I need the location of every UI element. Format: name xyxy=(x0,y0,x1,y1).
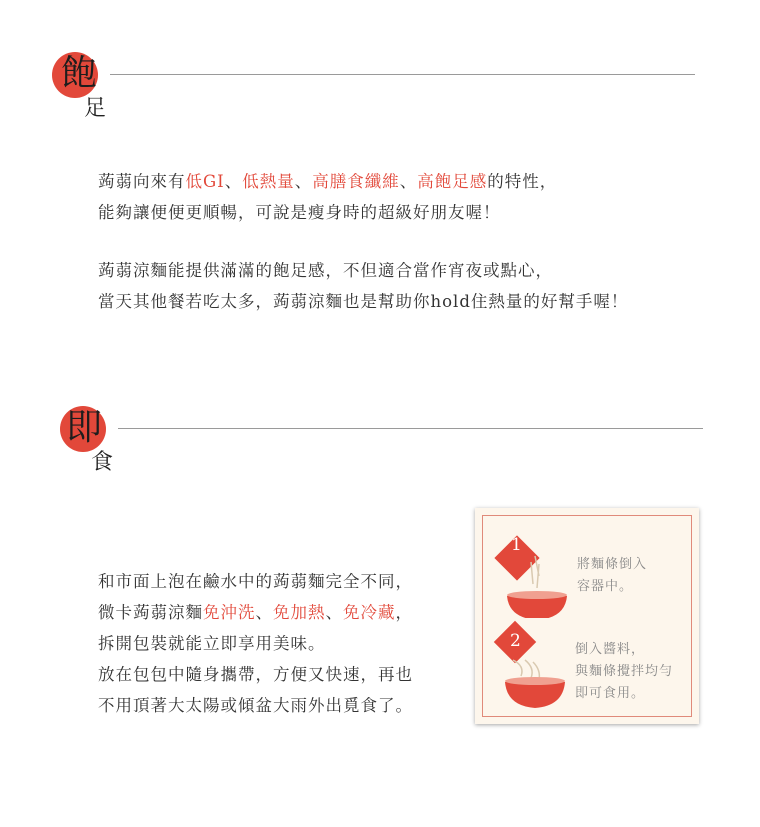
step-1-text xyxy=(577,554,647,598)
instruction-card xyxy=(475,508,699,724)
step-text-line: 容器中。 xyxy=(577,579,634,594)
mix-sauce-icon xyxy=(485,620,575,720)
highlight-text: 高飽足感 xyxy=(417,172,488,191)
highlight-text: 免沖洗 xyxy=(203,603,256,622)
paragraph-line: 能夠讓便便更順暢，可說是瘦身時的超級好朋友喔！ xyxy=(98,203,501,222)
section-divider xyxy=(118,428,703,429)
text-run: ， xyxy=(395,603,413,622)
text-run: 、 xyxy=(294,172,313,191)
text-run: 、 xyxy=(255,603,273,622)
text-run: 的特性， xyxy=(487,172,558,191)
paragraph-line: 蒟蒻涼麵能提供滿滿的飽足感，不但適合當作宵夜或點心， xyxy=(98,261,553,280)
highlight-text: 低熱量 xyxy=(242,172,295,191)
paragraph-line: 當天其他餐若吃太多，蒟蒻涼麵也是幫助你hold住熱量的好幫手喔！ xyxy=(98,292,629,311)
step-text-line: 將麵條倒入 xyxy=(577,557,648,572)
paragraph-line: 不用頂著大太陽或傾盆大雨外出覓食了。 xyxy=(98,696,413,715)
step-number: 1 xyxy=(511,535,522,555)
section-subtitle-char: 食 xyxy=(91,450,114,475)
text-run: 、 xyxy=(399,172,418,191)
text-run: 、 xyxy=(224,172,243,191)
paragraph-line: 拆開包裝就能立即享用美味。 xyxy=(98,634,326,653)
step-text-line: 即可食用。 xyxy=(575,686,646,701)
step-text-line: 倒入醬料， xyxy=(575,642,646,657)
paragraph-instant xyxy=(98,566,413,721)
section-divider xyxy=(110,74,695,75)
highlight-text: 免冷藏 xyxy=(343,603,396,622)
text-run: 微卡蒟蒻涼麵 xyxy=(98,603,203,622)
paragraph-line: 放在包包中隨身攜帶，方便又快速，再也 xyxy=(98,665,413,684)
step-2-text xyxy=(575,639,673,705)
highlight-text: 低GI xyxy=(185,172,225,191)
paragraph-fullness-2 xyxy=(98,255,628,317)
paragraph-line xyxy=(98,166,557,197)
section-title-char: 即 xyxy=(66,407,103,448)
step-text-line: 與麵條攪拌均勻 xyxy=(575,664,674,679)
step-number: 2 xyxy=(510,631,521,651)
section-subtitle-char: 足 xyxy=(84,96,107,121)
section-title-char: 飽 xyxy=(61,53,98,94)
highlight-text: 高膳食纖維 xyxy=(312,172,400,191)
paragraph-line: 和市面上泡在鹼水中的蒟蒻麵完全不同， xyxy=(98,572,413,591)
highlight-text: 免加熱 xyxy=(273,603,326,622)
pour-noodles-icon xyxy=(485,518,575,618)
paragraph-line xyxy=(98,597,413,628)
text-run: 、 xyxy=(325,603,343,622)
paragraph-fullness-1 xyxy=(98,166,557,228)
text-run: 蒟蒻向來有 xyxy=(98,172,186,191)
